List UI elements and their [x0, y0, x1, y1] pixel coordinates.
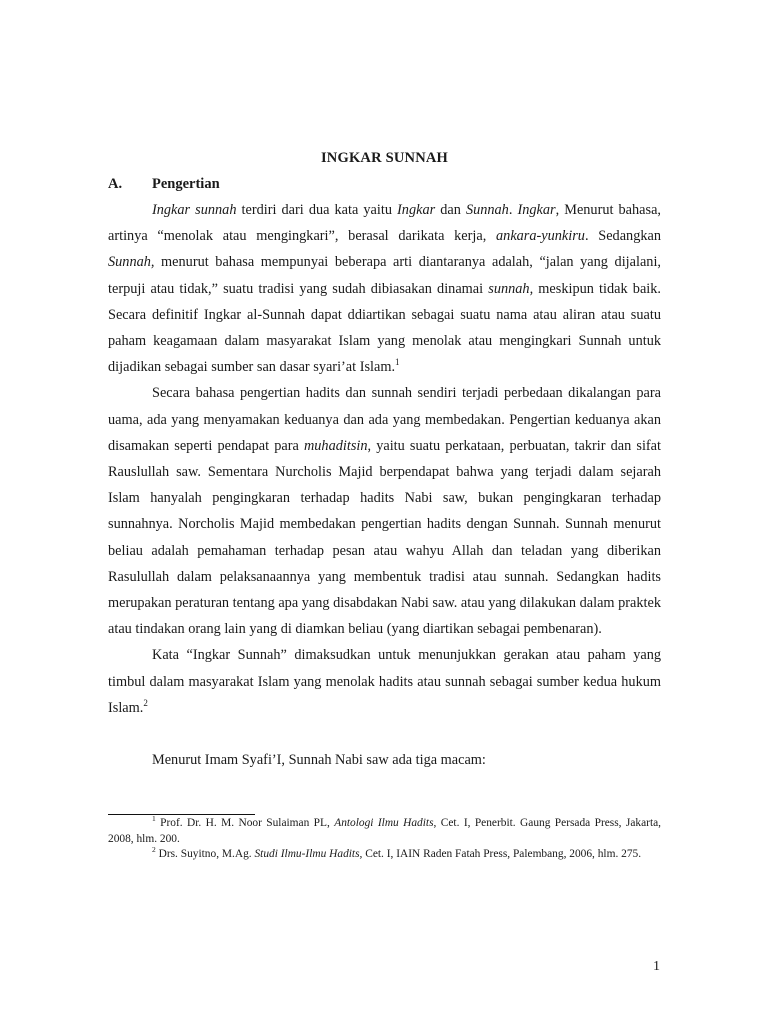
footnote-1: $^1$ Prof. Dr. H. M. Noor Sulaiman PL, Antologi Ilmu Hadits, Cet. I, Penerbit. Gaung Persada Press, Jakarta, 2008, hlm. 200. [108, 814, 662, 845]
paragraph: Ingkar sunnah terdiri dari dua kata yaitu Ingkar dan Sunnah. Ingkar, Menurut bahasa, artinya “menolak atau mengingkari”, berasal darikata kerja, ankara-yunkiru. Sedangkan Sunnah, menurut bahasa mempunyai beberapa arti diantaranya adalah, “jalan yang dijalani, terpuji atau tidak,” suatu tradisi yang sudah dibiasakan dinamai sunnah, meskipun tidak baik. Secara definitif Ingkar al-Sunnah dapat ddiartikan sebagai suatu nama atau aliran atau suatu paham keagamaan dalam masyarakat Islam yang menolak atau mengingkari Sunnah untuk dijadikan sebagai sumber san dasar syari’at Islam.$^1$ [108, 202, 661, 376]
footnote-separator [108, 814, 255, 815]
section-label: Pengertian [152, 176, 220, 192]
footnote-2: $^2$ Drs. Suyitno, M.Ag. Studi Ilmu-Ilmu Hadits, Cet. I, IAIN Raden Fatah Press, Palembang, 2006, hlm. 275. [152, 845, 642, 860]
document-title: INGKAR SUNNAH [320, 150, 449, 166]
spacer [108, 721, 661, 747]
section-heading [108, 171, 661, 197]
footnote-number: 2 [152, 845, 156, 855]
document-body [108, 145, 661, 773]
paragraph: Secara bahasa pengertian hadits dan sunnah sendiri terjadi perbedaan dikalangan para uama, ada yang menyamakan keduanya dan ada yang membedakan. Pengertian keduanya akan disamakan seperti pendapat para muhaditsin, yaitu suatu perkataan, perbuatan, takrir dan sifat Rauslullah saw. Sementara Nurcholis Majid berpendapat bahwa yang terjadi dalam sejarah Islam hanyalah pengingkaran terhadap hadits Nabi saw, bukan pengingkaran terhadap sunnahnya. Norcholis Majid membedakan pengertian hadits dengan Sunnah. Sunnah menurut beliau adalah pemahaman terhadap pesan atau wahyu Allah dan teladan yang diberikan Rasulullah dalam pelaksanaannya yang membentuk tradisi atau sunnah. Sedangkan hadits merupakan peraturan tentang apa yang disabdakan Nabi saw. atau yang dilakukan dalam praktek atau tindakan orang lain yang di diamkan beliau (yang diartikan sebagai pembenaran). [108, 385, 662, 638]
section-number: A. [108, 176, 123, 192]
page-number: 1 [653, 959, 660, 974]
paragraph: Kata “Ingkar Sunnah” dimaksudkan untuk menunjukkan gerakan atau paham yang timbul dalam masyarakat Islam yang menolak hadits atau sunnah sebagai sumber kedua hukum Islam.$^2$ [108, 647, 661, 716]
closing-line: Menurut Imam Syafi’I, Sunnah Nabi saw ada tiga macam: [152, 752, 486, 769]
footnotes [108, 816, 661, 863]
footnote-ref: 2 [143, 698, 148, 709]
footnote-number: 1 [152, 814, 156, 824]
footnote-ref: 1 [395, 357, 400, 368]
